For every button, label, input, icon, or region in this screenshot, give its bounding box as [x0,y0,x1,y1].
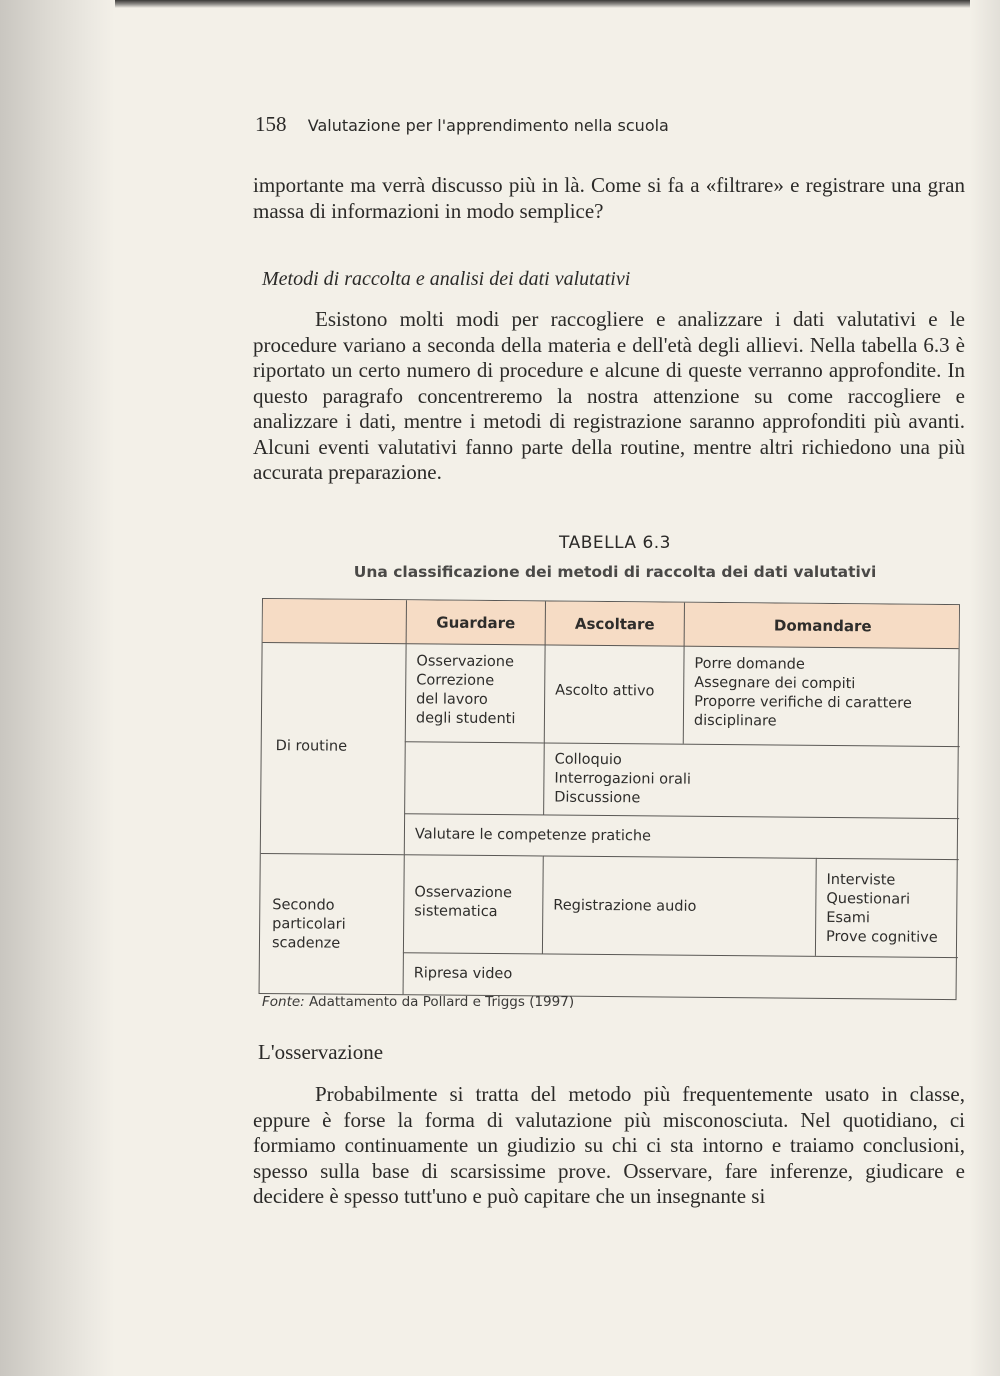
page-top-edge [115,0,1000,8]
running-title: Valutazione per l'apprendimento nella scuola [307,116,669,135]
cell-routine-colloquio [543,742,960,818]
row-label-line: scadenze [271,935,341,952]
cell-line: sistematica [414,903,498,921]
cell-routine-empty [404,741,544,814]
intro-paragraph: importante ma verrà discusso più in là. Come si fa a «filtrare» e registrare una gran massa di informazioni in modo semplice? [253,173,965,223]
cell-line: Interrogazioni orali [554,770,692,788]
page-number: 158 [255,112,287,136]
cell-line: Colloquio [554,751,622,769]
subheading: L'osservazione [258,1040,384,1064]
source-text: Adattamento da Pollard e Triggs (1997) [304,994,575,1010]
header-domandare: Domandare [684,603,961,649]
cell-routine-competenze [404,813,959,859]
cell-line: Porre domande [694,655,805,673]
page-gutter-shadow [0,0,115,1376]
page-right-edge [970,0,1000,1376]
cell-secondo-guardare [403,854,543,953]
row-label-line: particolari [272,916,346,933]
row-label-secondo [260,853,404,994]
row-label-text: Di routine [275,738,348,755]
closing-paragraph: Probabilmente si tratta del metodo più frequentemente usato in classe, eppure è forse la forma di valutazione più misconosciuta. Nel quotidiano, ci formiamo continuamente un giudizio su chi ci sta intorno e traiamo conclusioni, spesso sulla base di scarsissime prove. Osservare, fare inferenze, giudicare e decidere è spesso tutt'uno e può capitare che un insegnante si [253,1082,965,1208]
table-title: Una classificazione dei metodi di raccolta dei dati valutativi [353,563,877,581]
header-guardare: Guardare [406,600,545,645]
header-ascoltare: Ascoltare [545,601,684,646]
cell-line: disciplinare [693,712,777,730]
table-header-row [263,599,959,649]
cell-line: Questionari [826,890,911,908]
cell-line: Correzione [416,672,495,690]
cell-routine-domandare [683,647,961,746]
cell-routine-ascoltare [544,645,684,743]
row-label-line: Secondo [272,897,335,914]
cell-text: Ripresa video [413,965,513,983]
table-label: TABELLA 6.3 [559,533,671,553]
cell-line: Esami [826,909,871,927]
cell-line: Assegnare dei compiti [694,674,856,693]
section-heading: Metodi di raccolta e analisi dei dati valutativi [262,268,631,290]
cell-line: degli studenti [415,710,516,728]
cell-line: Proporre verifiche di carattere [694,693,912,712]
row-label-di-routine [261,643,406,854]
cell-line: Osservazione [416,653,515,671]
source-prefix: Fonte: [262,994,305,1010]
cell-line: Interviste [826,871,896,889]
cell-secondo-video [403,952,958,999]
cell-line: Osservazione [414,884,513,902]
header-empty-cell [263,599,406,644]
cell-text: Valutare le competenze pratiche [414,826,652,845]
cell-secondo-ascoltare [542,855,816,955]
cell-text: Registrazione audio [553,897,697,915]
classification-table [259,598,960,1000]
cell-line: Discussione [554,789,641,807]
cell-line: del lavoro [416,691,488,708]
cell-secondo-domandare [815,858,959,957]
table-source [262,994,574,1010]
cell-line: Prove cognitive [825,928,938,946]
cell-text: Ascolto attivo [555,682,655,700]
running-header [255,112,669,137]
section-paragraph: Esistono molti modi per raccogliere e analizzare i dati valutativi e le procedure variano a seconda della materia e dell'età degli allievi. Nella tabella 6.3 è riportato un certo numero di procedure e alcune di queste verranno approfondite. In questo paragrafo concentreremo la nostra attenzione su come raccogliere e analizzare i dati, mentre i metodi di registrazione saranno approfonditi più avanti. Alcuni eventi valutativi fanno parte della routine, mentre altri richiedono una più accurata preparazione. [253,307,965,484]
cell-routine-guardare [405,644,545,742]
